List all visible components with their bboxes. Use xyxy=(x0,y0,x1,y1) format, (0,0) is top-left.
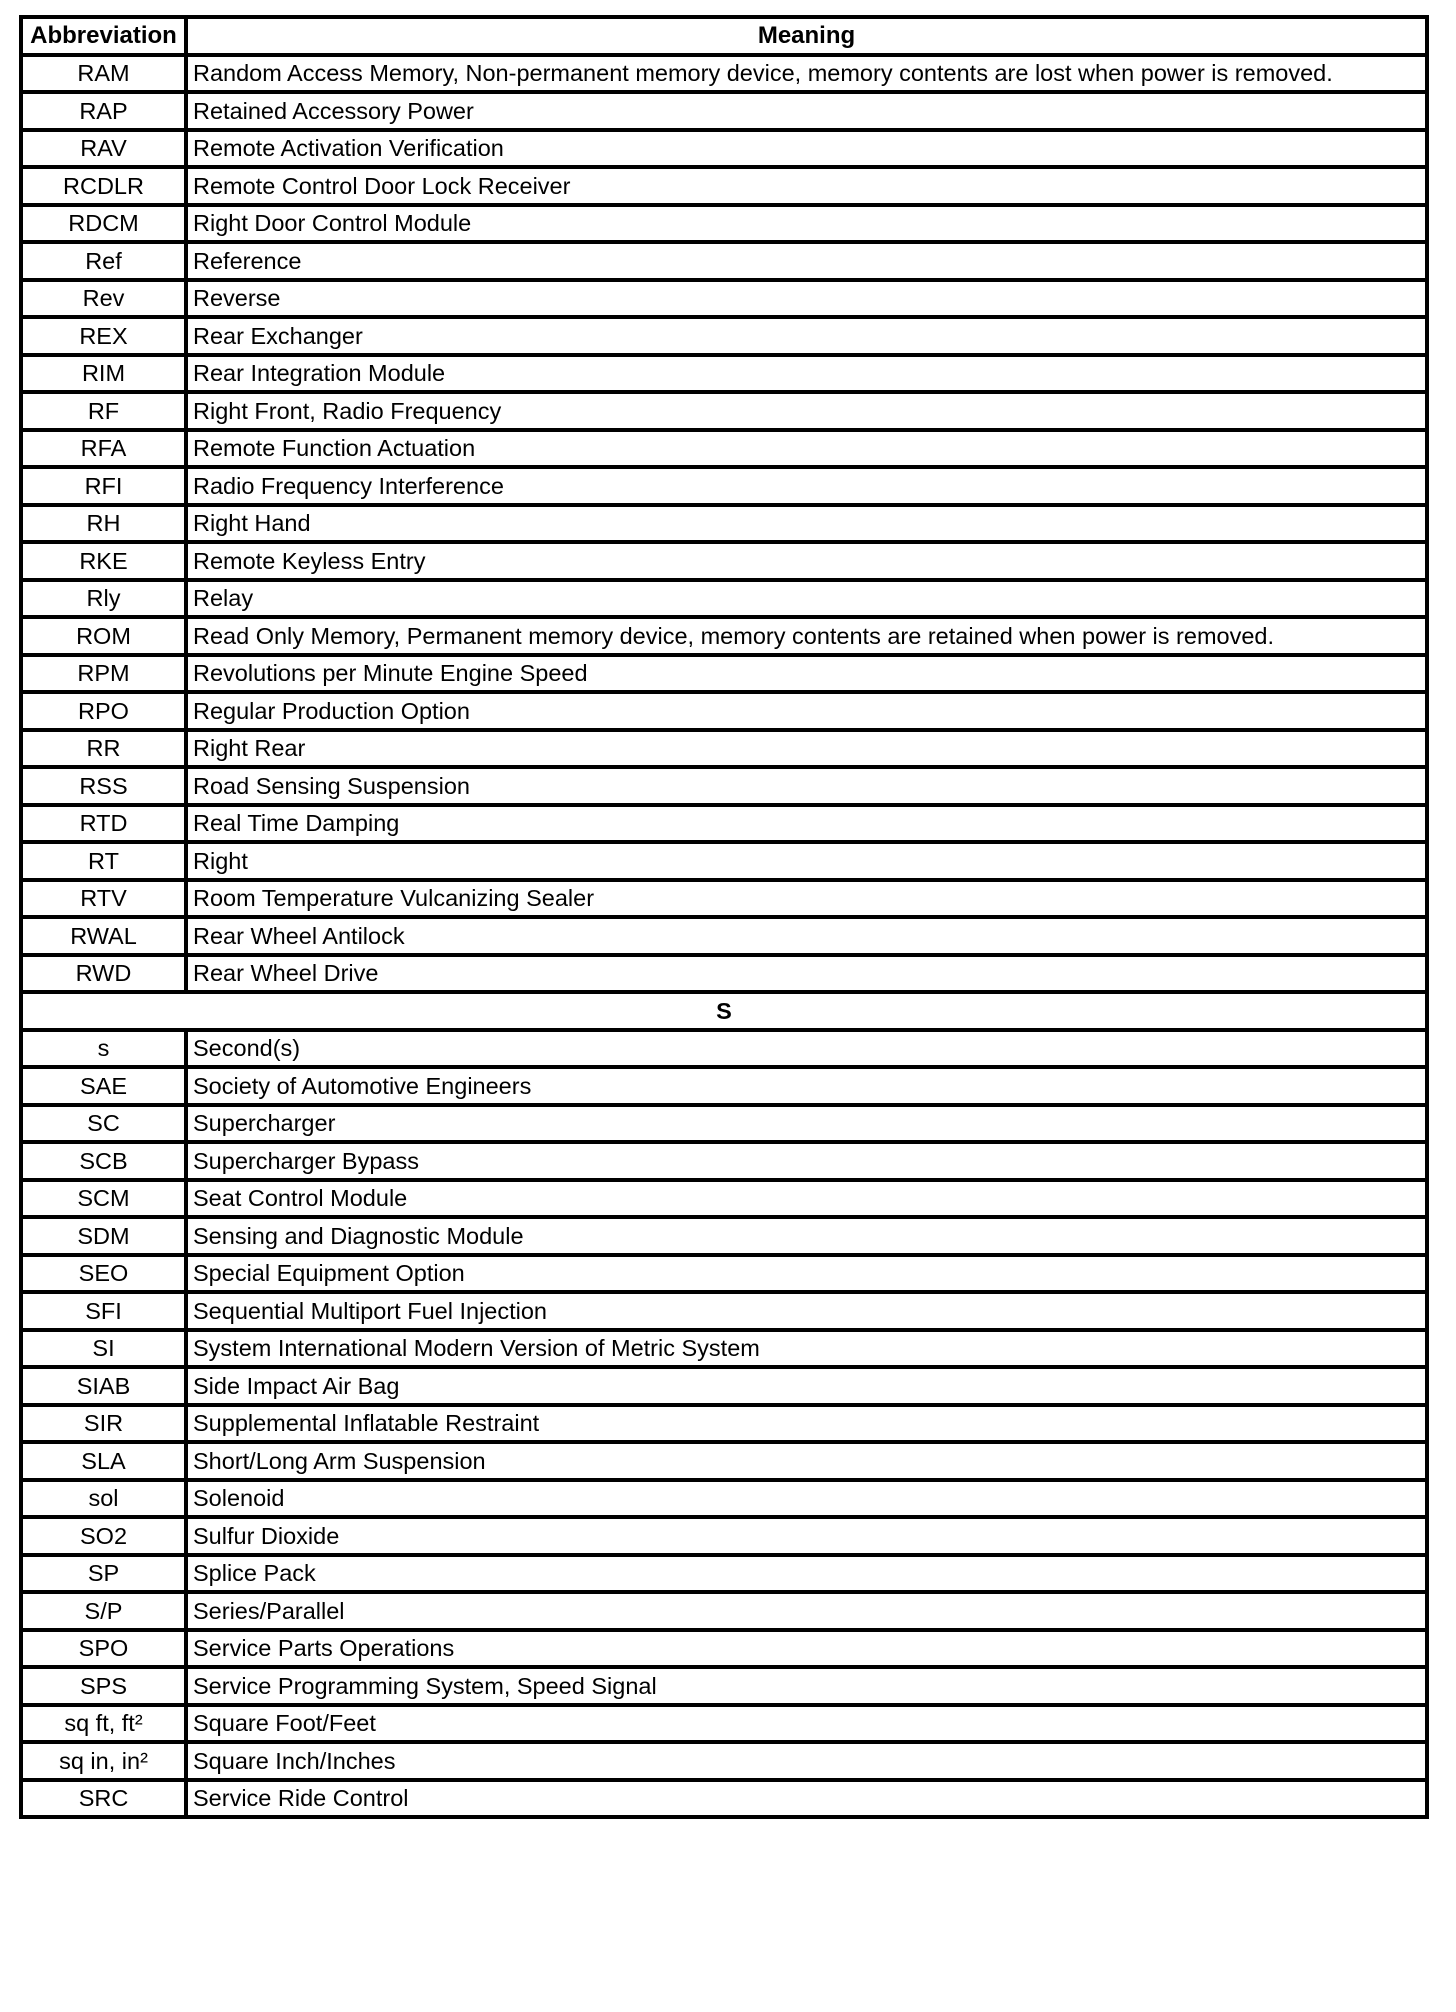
abbreviation-cell: sq in, in² xyxy=(21,1742,186,1780)
meaning-cell: Service Ride Control xyxy=(186,1780,1427,1818)
meaning-cell: Remote Control Door Lock Receiver xyxy=(186,167,1427,205)
abbreviation-cell: SO2 xyxy=(21,1517,186,1555)
table-row xyxy=(21,1217,1427,1255)
meaning-cell: Supercharger xyxy=(186,1105,1427,1143)
table-row xyxy=(21,130,1427,168)
meaning-cell: Revolutions per Minute Engine Speed xyxy=(186,655,1427,693)
meaning-cell: Square Foot/Feet xyxy=(186,1705,1427,1743)
abbreviation-cell: RH xyxy=(21,505,186,543)
table-row xyxy=(21,1180,1427,1218)
abbreviation-cell: RDCM xyxy=(21,205,186,243)
meaning-cell: Service Parts Operations xyxy=(186,1630,1427,1668)
section-letter: S xyxy=(21,992,1427,1030)
table-row xyxy=(21,467,1427,505)
meaning-cell: System International Modern Version of Metric System xyxy=(186,1330,1427,1368)
meaning-cell: Solenoid xyxy=(186,1480,1427,1518)
table-row xyxy=(21,392,1427,430)
meaning-cell: Supercharger Bypass xyxy=(186,1142,1427,1180)
meaning-cell: Society of Automotive Engineers xyxy=(186,1067,1427,1105)
abbreviation-cell: RKE xyxy=(21,542,186,580)
meaning-cell: Room Temperature Vulcanizing Sealer xyxy=(186,880,1427,918)
abbreviation-cell: SPS xyxy=(21,1667,186,1705)
meaning-cell: Rear Exchanger xyxy=(186,317,1427,355)
meaning-cell: Right Door Control Module xyxy=(186,205,1427,243)
table-row xyxy=(21,1780,1427,1818)
table-row xyxy=(21,955,1427,993)
table-row xyxy=(21,355,1427,393)
table-row xyxy=(21,842,1427,880)
meaning-cell: Supplemental Inflatable Restraint xyxy=(186,1405,1427,1443)
table-row xyxy=(21,1555,1427,1593)
abbreviation-cell: RPM xyxy=(21,655,186,693)
abbreviation-cell: SIR xyxy=(21,1405,186,1443)
table-row xyxy=(21,1742,1427,1780)
abbreviation-cell: RTD xyxy=(21,805,186,843)
meaning-cell: Side Impact Air Bag xyxy=(186,1367,1427,1405)
abbreviation-cell: SIAB xyxy=(21,1367,186,1405)
table-row xyxy=(21,242,1427,280)
meaning-cell: Rear Wheel Antilock xyxy=(186,917,1427,955)
abbreviation-cell: RCDLR xyxy=(21,167,186,205)
meaning-cell: Remote Activation Verification xyxy=(186,130,1427,168)
table-row xyxy=(21,1255,1427,1293)
meaning-cell: Special Equipment Option xyxy=(186,1255,1427,1293)
abbreviation-cell: SEO xyxy=(21,1255,186,1293)
table-row xyxy=(21,1405,1427,1443)
table-row xyxy=(21,1592,1427,1630)
table-row xyxy=(21,1067,1427,1105)
meaning-cell: Retained Accessory Power xyxy=(186,92,1427,130)
meaning-cell: Remote Function Actuation xyxy=(186,430,1427,468)
abbreviation-cell: RFA xyxy=(21,430,186,468)
abbreviation-cell: RAP xyxy=(21,92,186,130)
abbreviation-cell: Rev xyxy=(21,280,186,318)
table-row xyxy=(21,880,1427,918)
meaning-cell: Radio Frequency Interference xyxy=(186,467,1427,505)
abbreviation-cell: RR xyxy=(21,730,186,768)
abbreviation-cell: Ref xyxy=(21,242,186,280)
table-row xyxy=(21,55,1427,93)
table-row xyxy=(21,655,1427,693)
abbreviation-cell: sq ft, ft² xyxy=(21,1705,186,1743)
meaning-cell: Reverse xyxy=(186,280,1427,318)
table-row xyxy=(21,505,1427,543)
table-row xyxy=(21,430,1427,468)
meaning-cell: Series/Parallel xyxy=(186,1592,1427,1630)
meaning-cell: Sequential Multiport Fuel Injection xyxy=(186,1292,1427,1330)
table-row xyxy=(21,580,1427,618)
meaning-cell: Real Time Damping xyxy=(186,805,1427,843)
table-row xyxy=(21,1480,1427,1518)
abbreviation-cell: S/P xyxy=(21,1592,186,1630)
abbreviation-table xyxy=(19,15,1429,1819)
abbreviation-cell: SCB xyxy=(21,1142,186,1180)
abbreviation-cell: RTV xyxy=(21,880,186,918)
abbreviation-cell: RAM xyxy=(21,55,186,93)
table-body xyxy=(21,55,1427,1818)
meaning-cell: Right Rear xyxy=(186,730,1427,768)
table-row xyxy=(21,692,1427,730)
abbreviation-cell: REX xyxy=(21,317,186,355)
meaning-cell: Square Inch/Inches xyxy=(186,1742,1427,1780)
abbreviation-cell: SFI xyxy=(21,1292,186,1330)
abbreviation-cell: Rly xyxy=(21,580,186,618)
abbreviation-cell: SAE xyxy=(21,1067,186,1105)
abbreviation-cell: RSS xyxy=(21,767,186,805)
abbreviation-cell: RPO xyxy=(21,692,186,730)
table-row xyxy=(21,1030,1427,1068)
abbreviation-cell: SRC xyxy=(21,1780,186,1818)
abbreviation-cell: SLA xyxy=(21,1442,186,1480)
abbreviation-cell: RWD xyxy=(21,955,186,993)
meaning-cell: Regular Production Option xyxy=(186,692,1427,730)
meaning-cell: Right Hand xyxy=(186,505,1427,543)
abbreviation-cell: RIM xyxy=(21,355,186,393)
table-row xyxy=(21,1442,1427,1480)
meaning-cell: Right Front, Radio Frequency xyxy=(186,392,1427,430)
meaning-cell: Rear Wheel Drive xyxy=(186,955,1427,993)
table-row xyxy=(21,1630,1427,1668)
table-row xyxy=(21,1105,1427,1143)
meaning-cell: Second(s) xyxy=(186,1030,1427,1068)
abbreviation-cell: RF xyxy=(21,392,186,430)
abbreviation-cell: ROM xyxy=(21,617,186,655)
abbreviation-cell: RWAL xyxy=(21,917,186,955)
abbreviation-cell: RT xyxy=(21,842,186,880)
meaning-cell: Remote Keyless Entry xyxy=(186,542,1427,580)
table-row xyxy=(21,1330,1427,1368)
meaning-cell: Sulfur Dioxide xyxy=(186,1517,1427,1555)
table-row xyxy=(21,730,1427,768)
table-header-row xyxy=(21,17,1427,55)
abbreviation-cell: sol xyxy=(21,1480,186,1518)
abbreviation-cell: s xyxy=(21,1030,186,1068)
abbreviation-cell: SC xyxy=(21,1105,186,1143)
table-row xyxy=(21,1367,1427,1405)
table-row xyxy=(21,767,1427,805)
meaning-cell: Splice Pack xyxy=(186,1555,1427,1593)
meaning-cell: Sensing and Diagnostic Module xyxy=(186,1217,1427,1255)
table-row xyxy=(21,280,1427,318)
meaning-cell: Reference xyxy=(186,242,1427,280)
table-row xyxy=(21,617,1427,655)
meaning-cell: Short/Long Arm Suspension xyxy=(186,1442,1427,1480)
table-row xyxy=(21,1705,1427,1743)
meaning-cell: Service Programming System, Speed Signal xyxy=(186,1667,1427,1705)
table-row xyxy=(21,205,1427,243)
table-row xyxy=(21,805,1427,843)
meaning-cell: Road Sensing Suspension xyxy=(186,767,1427,805)
meaning-cell: Seat Control Module xyxy=(186,1180,1427,1218)
section-header-row xyxy=(21,992,1427,1030)
meaning-cell: Random Access Memory, Non-permanent memory device, memory contents are lost when power is removed. xyxy=(186,55,1427,93)
abbreviation-cell: RFI xyxy=(21,467,186,505)
table-row xyxy=(21,1517,1427,1555)
abbreviation-cell: RAV xyxy=(21,130,186,168)
meaning-cell: Read Only Memory, Permanent memory device, memory contents are retained when power is removed. xyxy=(186,617,1427,655)
table-row xyxy=(21,1142,1427,1180)
abbreviation-cell: SDM xyxy=(21,1217,186,1255)
meaning-column-header: Meaning xyxy=(186,17,1427,55)
abbreviation-cell: SCM xyxy=(21,1180,186,1218)
table-row xyxy=(21,317,1427,355)
table-row xyxy=(21,92,1427,130)
meaning-cell: Rear Integration Module xyxy=(186,355,1427,393)
meaning-cell: Right xyxy=(186,842,1427,880)
table-row xyxy=(21,167,1427,205)
abbreviation-cell: SI xyxy=(21,1330,186,1368)
abbreviation-cell: SPO xyxy=(21,1630,186,1668)
abbreviation-column-header: Abbreviation xyxy=(21,17,186,55)
abbreviation-cell: SP xyxy=(21,1555,186,1593)
table-row xyxy=(21,1292,1427,1330)
table-row xyxy=(21,917,1427,955)
table-row xyxy=(21,1667,1427,1705)
meaning-cell: Relay xyxy=(186,580,1427,618)
table-row xyxy=(21,542,1427,580)
